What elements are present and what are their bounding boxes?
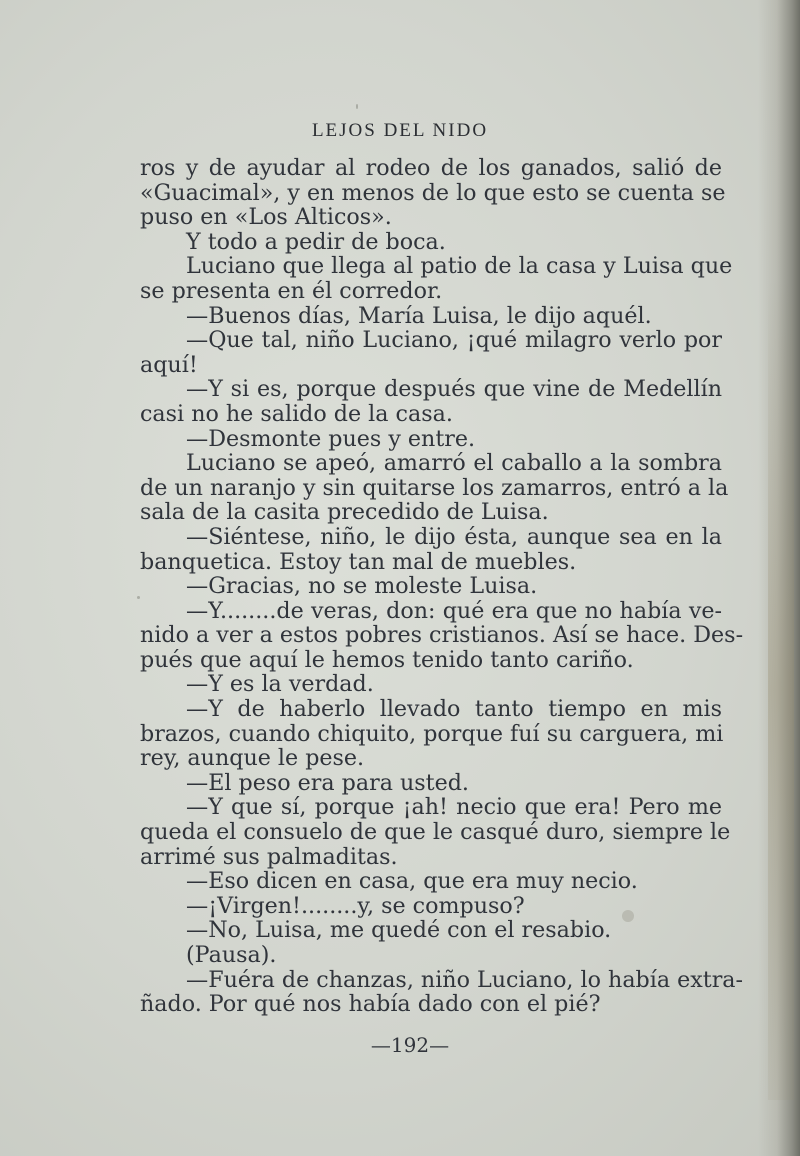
- text-line: —Gracias, no se moleste Luisa.: [186, 573, 538, 600]
- text-line: —Siéntese, niño, le dijo ésta, aunque sea en la: [186, 523, 722, 550]
- text-line: —Y es la verdad.: [186, 671, 374, 698]
- text-line: banquetica. Estoy tan mal de muebles.: [140, 548, 577, 575]
- text-line: sala de la casita precedido de Luisa.: [140, 499, 549, 526]
- text-line: nido a ver a estos pobres cristianos. Así se hace. Des-: [140, 622, 744, 649]
- text-line: —¡Virgen!........y, se compuso?: [186, 892, 525, 919]
- text-line: (Pausa).: [186, 942, 277, 968]
- text-line: Luciano se apeó, amarró el caballo a la sombra: [186, 450, 722, 477]
- text-line: —Y que sí, porque ¡ah! necio que era! Pero me: [186, 794, 722, 821]
- ink-speck: [356, 104, 358, 109]
- text-line: de un naranjo y sin quitarse los zamarros, entró a la: [140, 474, 729, 501]
- page-number: —192—: [370, 1033, 450, 1057]
- text-line: pués que aquí le hemos tenido tanto cariño.: [140, 646, 634, 673]
- text-line: —El peso era para usted.: [186, 769, 469, 796]
- text-line: casi no he salido de la casa.: [140, 400, 453, 427]
- text-line: —Buenos días, María Luisa, le dijo aquél.: [186, 302, 652, 329]
- text-line: —Y de haberlo llevado tanto tiempo en mis: [186, 696, 722, 723]
- text-line: ros y de ayudar al rodeo de los ganados, salió de: [140, 155, 722, 181]
- text-line: puso en «Los Alticos».: [140, 204, 392, 231]
- text-line: —Y........de veras, don: qué era que no había ve-: [186, 597, 722, 624]
- text-line: —Desmonte pues y entre.: [186, 425, 476, 452]
- text-line: queda el consuelo de que le casqué duro, siempre le: [140, 819, 731, 846]
- text-line: Y todo a pedir de boca.: [186, 228, 446, 255]
- text-line: ñado. Por qué nos había dado con el pié?: [140, 991, 601, 1018]
- text-line: Luciano que llega al patio de la casa y Luisa que: [186, 253, 733, 280]
- text-line: —Fuéra de chanzas, niño Luciano, lo había extra-: [186, 966, 744, 993]
- text-line: se presenta en él corredor.: [140, 277, 443, 304]
- running-header: LEJOS DEL NIDO: [311, 120, 489, 141]
- body-text: [140, 155, 744, 1018]
- text-line: —Que tal, niño Luciano, ¡qué milagro verlo por: [186, 327, 722, 354]
- text-line: rey, aunque le pese.: [140, 745, 365, 772]
- text-line: brazos, cuando chiquito, porque fuí su carguera, mi: [140, 720, 724, 747]
- text-line: «Guacimal», y en menos de lo que esto se cuenta se: [140, 179, 726, 206]
- text-line: —Eso dicen en casa, que era muy necio.: [186, 868, 638, 895]
- page-edge-stain: [768, 280, 794, 1100]
- text-line: aquí!: [140, 351, 198, 378]
- text-line: arrimé sus palmaditas.: [140, 843, 398, 870]
- text-line: —Y si es, porque después que vine de Medellín: [186, 376, 722, 403]
- text-line: —No, Luisa, me quedé con el resabio.: [186, 917, 612, 944]
